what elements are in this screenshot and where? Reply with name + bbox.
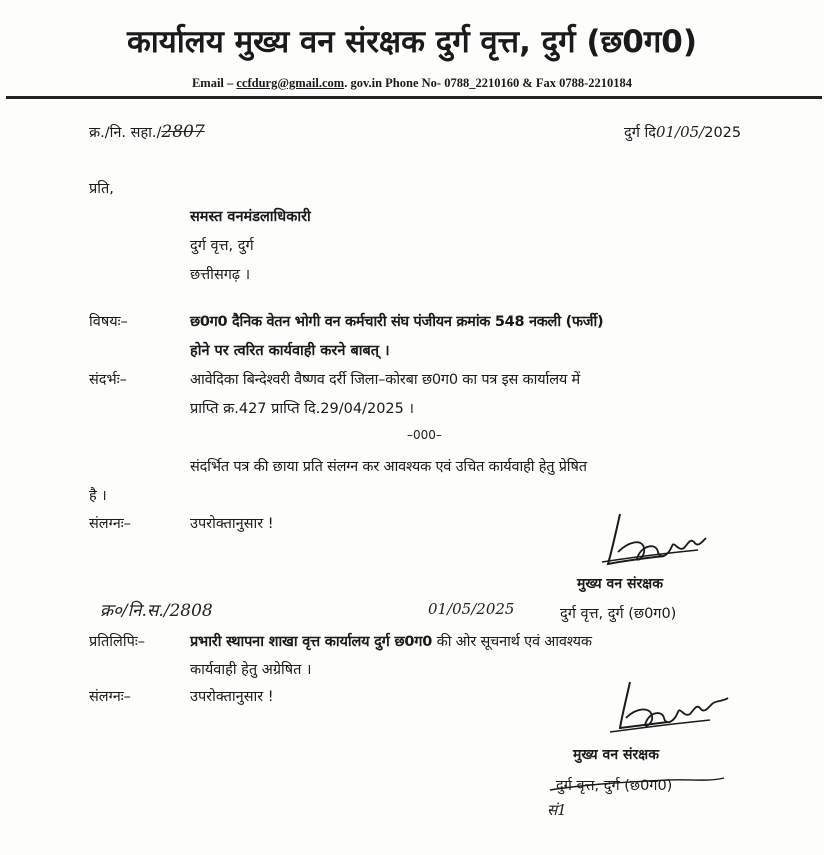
body-line-1: संदर्भित पत्र की छाया प्रति संलग्न कर आवश्यक एवं उचित कार्यवाही हेतु प्रेषित (190, 459, 587, 475)
enclosure-2-text: उपरोक्तानुसार ! (190, 689, 274, 705)
contact-details: . gov.in Phone No- 0788_2210160 & Fax 0788-2210184 (344, 76, 633, 90)
email-label: Email – (191, 76, 237, 90)
subject-label: विषयः– (89, 314, 128, 330)
copy-label: प्रतिलिपिः– (89, 634, 146, 650)
signature-2-initials: सं1 (547, 801, 567, 819)
reference-label: संदर्भः– (89, 372, 127, 388)
letter-number-handwritten: 2807 (161, 122, 205, 142)
enclosure-text: उपरोक्तानुसार ! (190, 516, 274, 532)
signature-1-office: दुर्ग वृत्त, दुर्ग (छ0ग0) (560, 606, 677, 622)
reference-line-1: आवेदिका बिन्देश्वरी वैष्णव दर्री जिला–कोरबा छ0ग0 का पत्र इस कार्यालय में (190, 372, 580, 388)
signature-2-designation: मुख्य वन संरक्षक (573, 747, 659, 763)
enclosure-2-label: संलग्नः– (89, 689, 131, 705)
letter-date (624, 122, 741, 142)
copy-recipient: प्रभारी स्थापना शाखा वृत्त कार्यालय दुर्ग छ0ग0 (190, 634, 433, 650)
signature-1 (598, 512, 728, 576)
addressee-line-1: समस्त वनमंडलाधिकारी (190, 209, 311, 225)
letter-date-year: 2025 (704, 125, 742, 141)
email-link[interactable]: ccfdurg@gmail.com (236, 76, 345, 90)
handwritten-ref-date: 01/05/2025 (428, 600, 515, 618)
office-title: कार्यालय मुख्य वन संरक्षक दुर्ग वृत्त, दुर्ग (छ0ग0) (126, 24, 698, 60)
contact-line (0, 76, 824, 91)
separator: –000– (407, 428, 442, 442)
body-line-2: है । (89, 488, 107, 504)
signature-2 (600, 680, 750, 744)
subject-line-2: होने पर त्वरित कार्यवाही करने बाबत् । (190, 343, 390, 359)
copy-line-2: कार्यवाही हेतु अग्रेषित । (190, 662, 312, 678)
signature-1-designation: मुख्य वन संरक्षक (577, 576, 663, 592)
strike-scribble (548, 770, 728, 800)
enclosure-label: संलग्नः– (89, 516, 131, 532)
copy-line-1-rest: की ओर सूचनार्थ एवं आवश्यक (432, 634, 592, 650)
addressee-line-3: छत्तीसगढ़ । (190, 267, 251, 283)
handwritten-ref-number: क्र०/नि.स./2808 (100, 601, 213, 621)
copy-line-1 (190, 631, 592, 651)
addressee-prati: प्रति, (89, 181, 114, 197)
addressee-line-2: दुर्ग वृत्त, दुर्ग (190, 238, 254, 254)
signature-2-office: दुर्ग वृत्त, दुर्ग (छ0ग0) (556, 778, 673, 794)
header-rule (6, 96, 822, 99)
letter-number (89, 122, 205, 142)
letter-number-label: क्र./नि. सहा./ (89, 125, 162, 141)
subject-line-1: छ0ग0 दैनिक वेतन भोगी वन कर्मचारी संघ पंजीयन क्रमांक 548 नकली (फर्जी) (190, 314, 604, 330)
reference-line-2: प्राप्ति क्र.427 प्राप्ति दि.29/04/2025 । (190, 401, 414, 417)
letter-date-handwritten: 01/05/ (655, 123, 705, 141)
letter-date-label: दुर्ग दि (624, 125, 656, 141)
